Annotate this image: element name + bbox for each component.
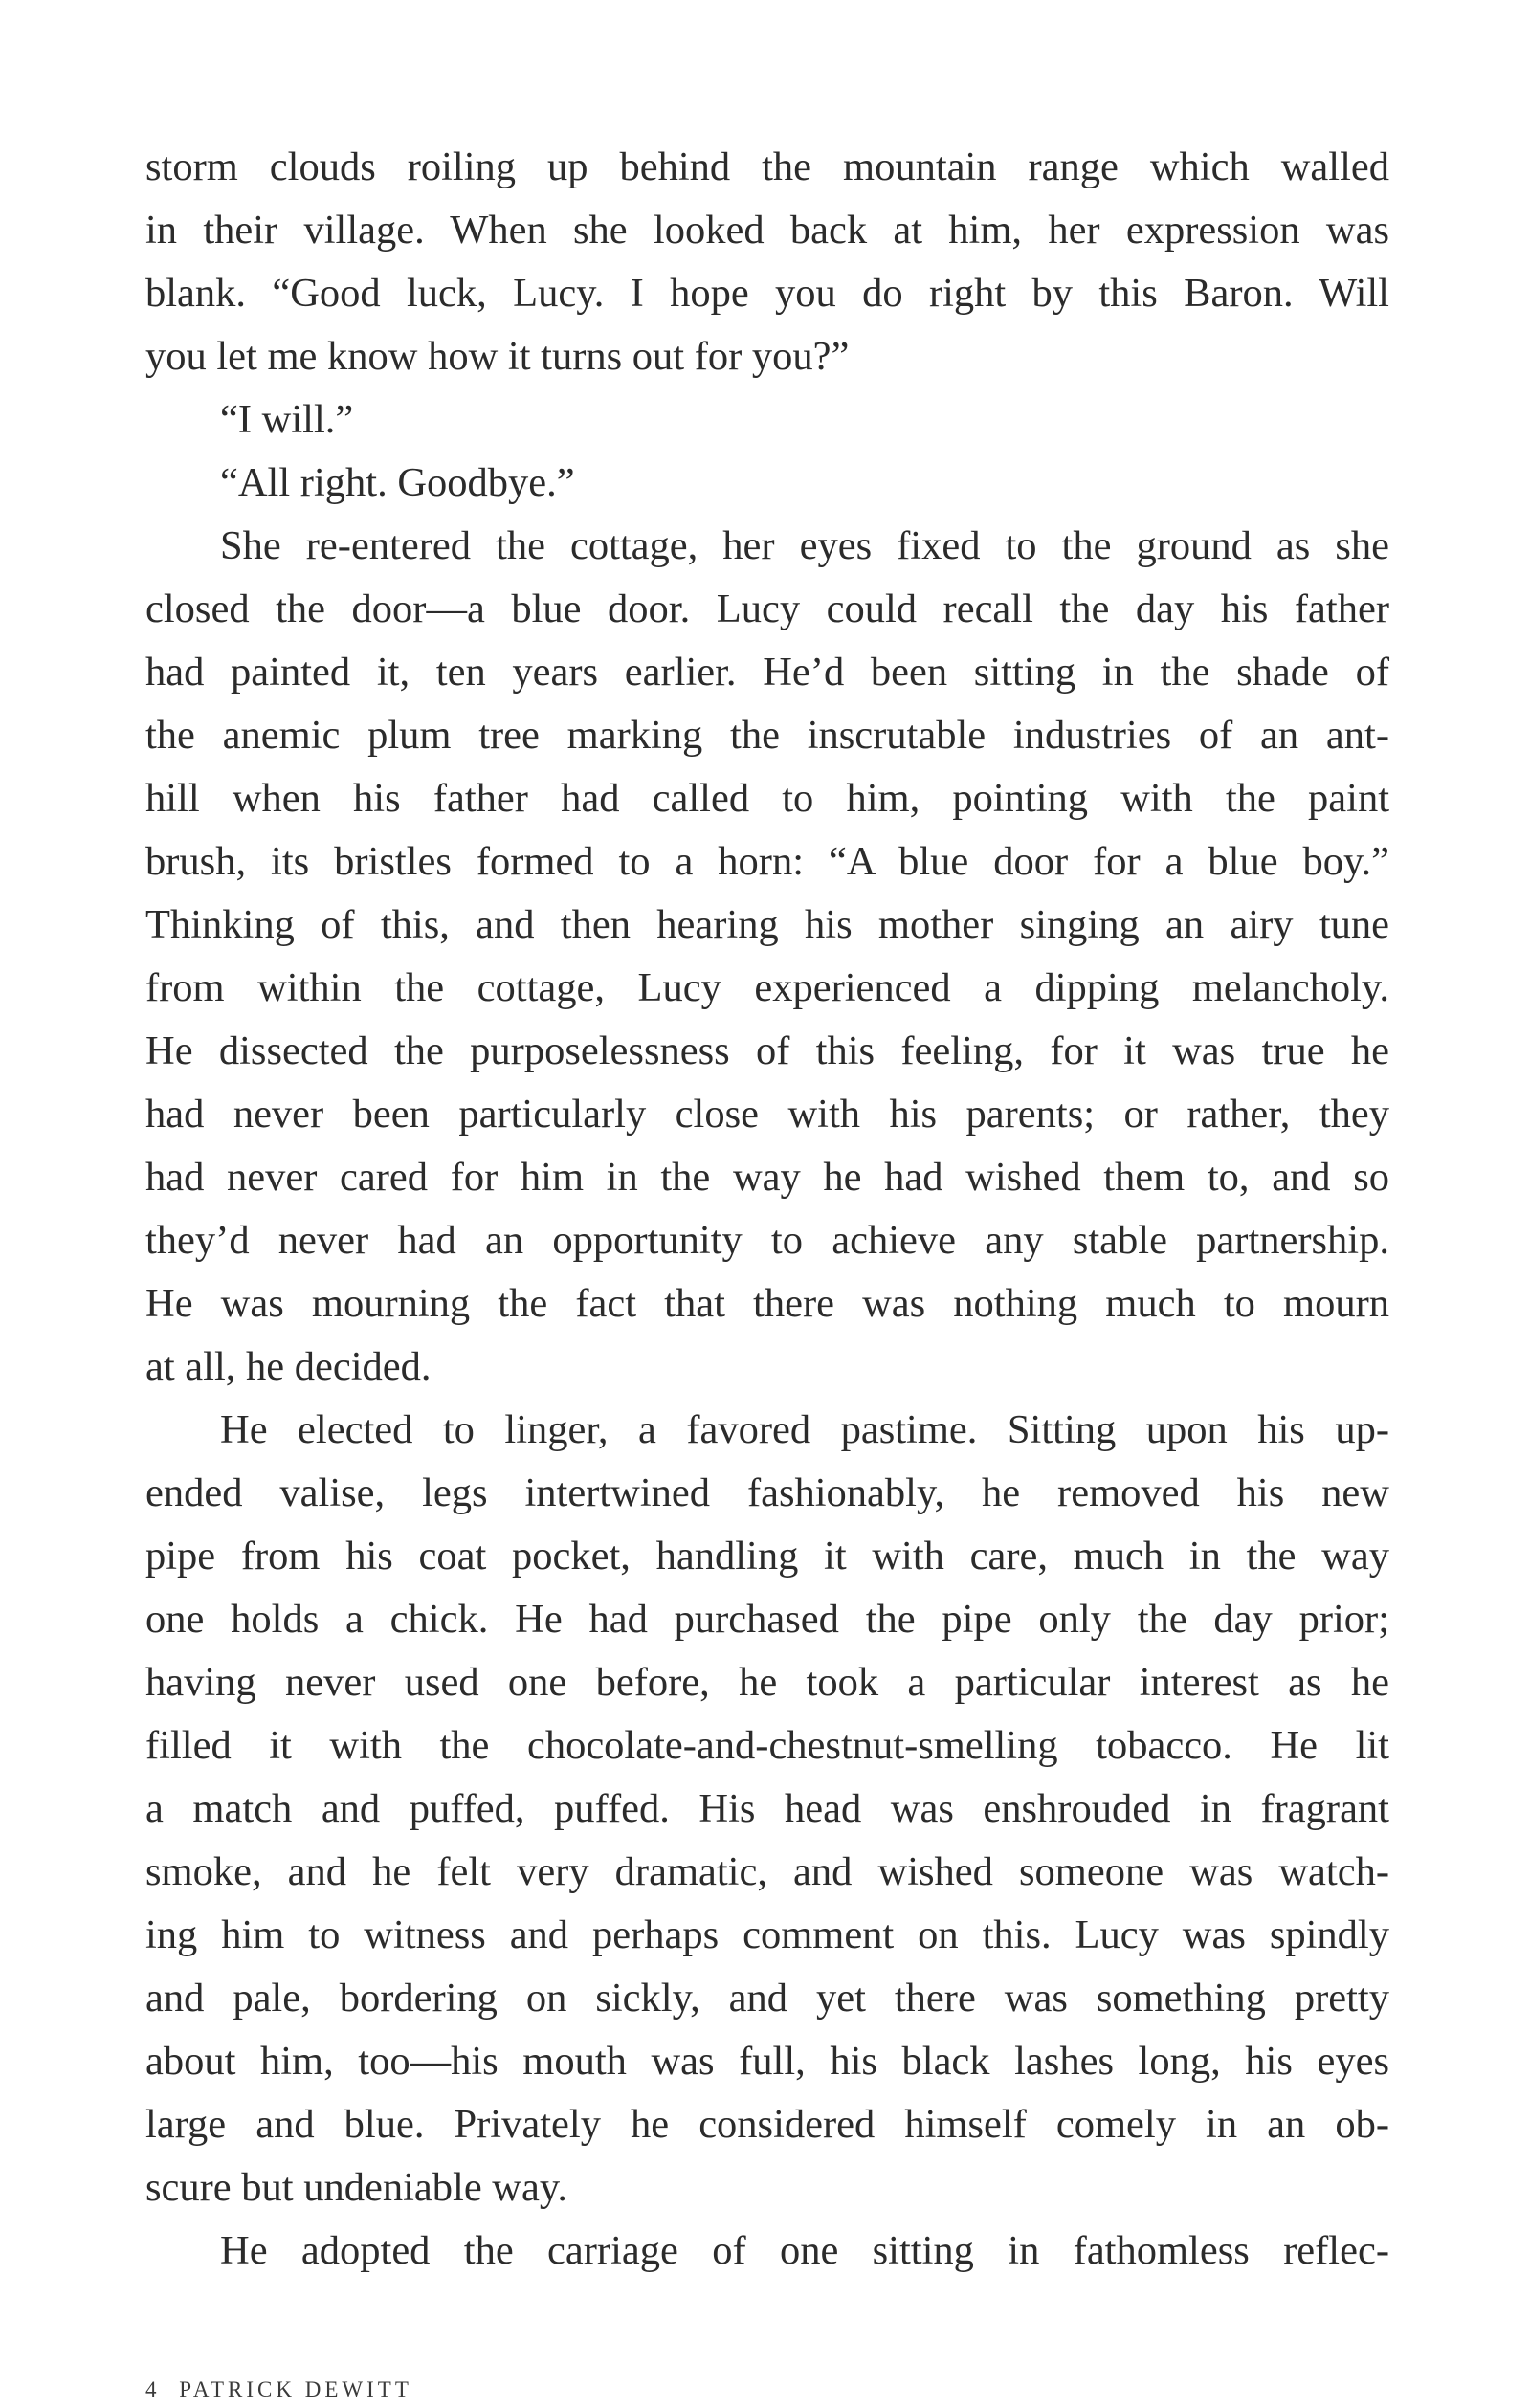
text-line: a match and puffed, puffed. His head was enshrouded in fragrant	[145, 1786, 1389, 1831]
text-line: closed the door—a blue door. Lucy could recall the day his father	[145, 586, 1389, 631]
text-line: She re-entered the cottage, her eyes fixed to the ground as she	[220, 523, 1389, 568]
text-line: in their village. When she looked back at him, her expression was	[145, 208, 1389, 253]
text-line: large and blue. Privately he considered himself comely in an ob-	[145, 2102, 1389, 2147]
text-line: storm clouds roiling up behind the mountain range which walled	[145, 144, 1389, 189]
text-line: you let me know how it turns out for you?”	[145, 334, 850, 379]
page-footer	[145, 2377, 412, 2402]
text-line: had painted it, ten years earlier. He’d been sitting in the shade of	[145, 650, 1389, 695]
text-line: they’d never had an opportunity to achieve any stable partnership.	[145, 1218, 1389, 1263]
text-line: and pale, bordering on sickly, and yet there was something pretty	[145, 1976, 1389, 2021]
text-line: from within the cottage, Lucy experienced a dipping melancholy.	[145, 965, 1389, 1010]
running-head-author: PATRICK DEWITT	[179, 2377, 412, 2401]
text-line: had never cared for him in the way he had wished them to, and so	[145, 1155, 1389, 1200]
text-line: one holds a chick. He had purchased the pipe only the day prior;	[145, 1597, 1389, 1642]
text-line: ing him to witness and perhaps comment on this. Lucy was spindly	[145, 1912, 1389, 1957]
text-line: scure but undeniable way.	[145, 2165, 567, 2210]
text-line: hill when his father had called to him, pointing with the paint	[145, 776, 1389, 821]
text-line: He elected to linger, a favored pastime. Sitting upon his up-	[220, 1407, 1389, 1452]
text-line: blank. “Good luck, Lucy. I hope you do right by this Baron. Will	[145, 271, 1389, 316]
text-line: had never been particularly close with his parents; or rather, they	[145, 1092, 1389, 1137]
text-line: having never used one before, he took a particular interest as he	[145, 1660, 1389, 1705]
text-line: brush, its bristles formed to a horn: “A blue door for a blue boy.”	[145, 839, 1389, 884]
text-line: He dissected the purposelessness of this feeling, for it was true he	[145, 1028, 1389, 1073]
text-line: the anemic plum tree marking the inscrutable industries of an ant-	[145, 713, 1389, 758]
text-line: pipe from his coat pocket, handling it with care, much in the way	[145, 1534, 1389, 1579]
text-line: “I will.”	[220, 397, 354, 442]
text-line: “All right. Goodbye.”	[220, 460, 575, 505]
text-line: filled it with the chocolate-and-chestnut-smelling tobacco. He lit	[145, 1723, 1389, 1768]
text-line: He adopted the carriage of one sitting in fathomless reflec-	[220, 2228, 1389, 2273]
body-text	[145, 136, 1389, 2283]
text-line: at all, he decided.	[145, 1344, 432, 1389]
page-number: 4	[145, 2377, 157, 2401]
text-line: He was mourning the fact that there was nothing much to mourn	[145, 1281, 1389, 1326]
text-line: smoke, and he felt very dramatic, and wished someone was watch-	[145, 1849, 1389, 1894]
text-line: Thinking of this, and then hearing his mother singing an airy tune	[145, 902, 1389, 947]
text-line: about him, too—his mouth was full, his black lashes long, his eyes	[145, 2039, 1389, 2084]
text-line: ended valise, legs intertwined fashionably, he removed his new	[145, 1470, 1389, 1515]
